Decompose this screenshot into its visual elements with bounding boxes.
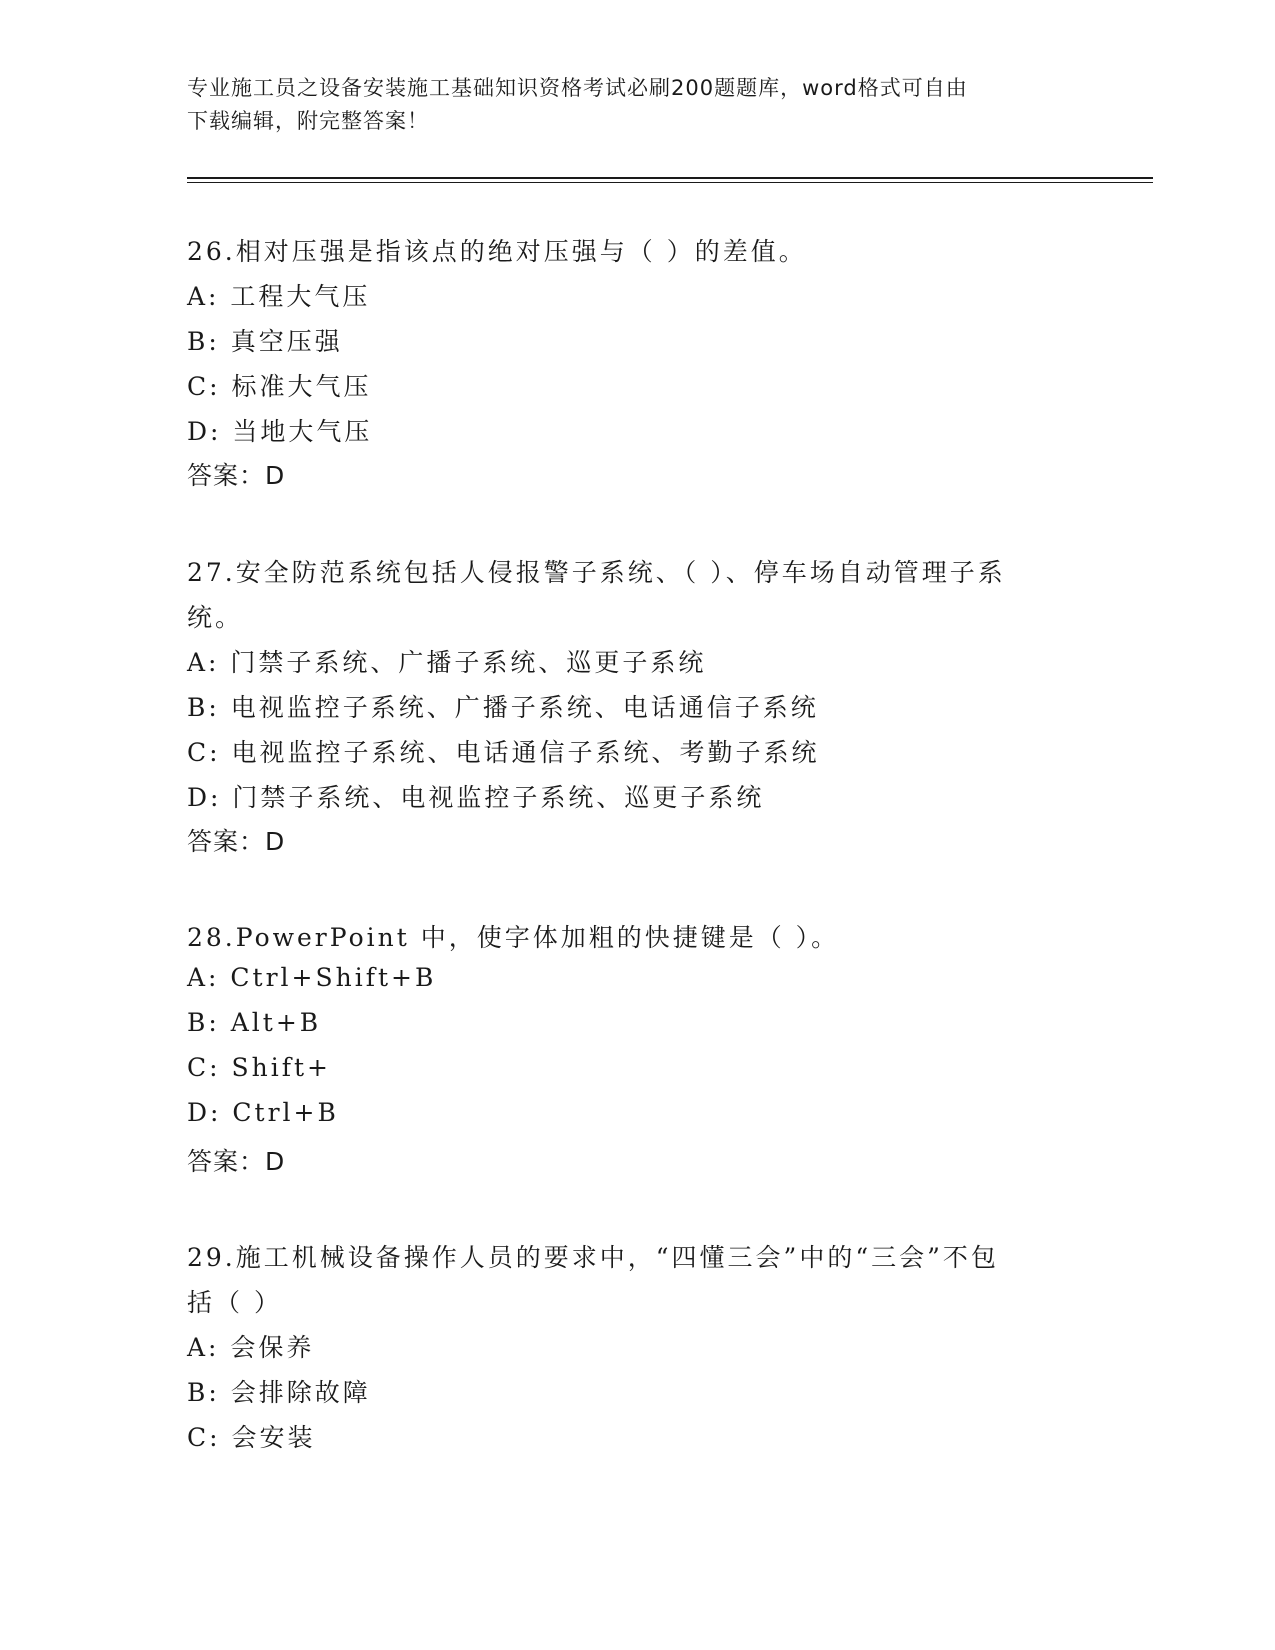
question-26-stem: 26.相对压强是指该点的绝对压强与（ ）的差值。: [187, 237, 807, 266]
question-26-answer: 答案：D: [187, 461, 286, 490]
header-divider-thick: [187, 177, 1153, 179]
question-27-stem-line-2: 统。: [187, 603, 244, 632]
question-29-stem-line-1: 29.施工机械设备操作人员的要求中，“四懂三会”中的“三会”不包: [187, 1243, 999, 1272]
question-27-stem-line-1: 27.安全防范系统包括人侵报警子系统、（ ）、停车场自动管理子系: [187, 558, 1006, 587]
question-28-answer: 答案：D: [187, 1147, 286, 1176]
question-28-stem: 28.PowerPoint 中，使字体加粗的快捷键是（ ）。: [187, 923, 840, 952]
question-27-option-c: C: 电视监控子系统、电话通信子系统、考勤子系统: [187, 738, 820, 767]
question-28-option-a: A: Ctrl+Shift+B: [187, 963, 437, 992]
question-27-option-d: D: 门禁子系统、电视监控子系统、巡更子系统: [187, 783, 765, 812]
question-27-answer: 答案：D: [187, 827, 286, 856]
question-26-option-c: C: 标准大气压: [187, 372, 372, 401]
header-line-2: 下载编辑，附完整答案！: [187, 109, 429, 133]
question-26-option-a: A: 工程大气压: [187, 282, 371, 311]
question-29-option-c: C: 会安装: [187, 1423, 316, 1452]
question-29-stem-line-2: 括（ ）: [187, 1288, 282, 1317]
document-header: [187, 72, 1067, 138]
question-26-option-b: B: 真空压强: [187, 327, 343, 356]
question-28-option-d: D: Ctrl+B: [187, 1098, 339, 1127]
question-28-option-b: B: Alt+B: [187, 1008, 322, 1037]
question-27-option-a: A: 门禁子系统、广播子系统、巡更子系统: [187, 648, 707, 677]
header-divider-thin: [187, 182, 1153, 183]
question-27-option-b: B: 电视监控子系统、广播子系统、电话通信子系统: [187, 693, 819, 722]
question-29-option-b: B: 会排除故障: [187, 1378, 371, 1407]
header-line-1: 专业施工员之设备安装施工基础知识资格考试必刷200题题库，word格式可自由: [187, 76, 968, 100]
question-29-option-a: A: 会保养: [187, 1333, 315, 1362]
question-26-option-d: D: 当地大气压: [187, 417, 373, 446]
question-28-option-c: C: Shift+: [187, 1053, 331, 1082]
